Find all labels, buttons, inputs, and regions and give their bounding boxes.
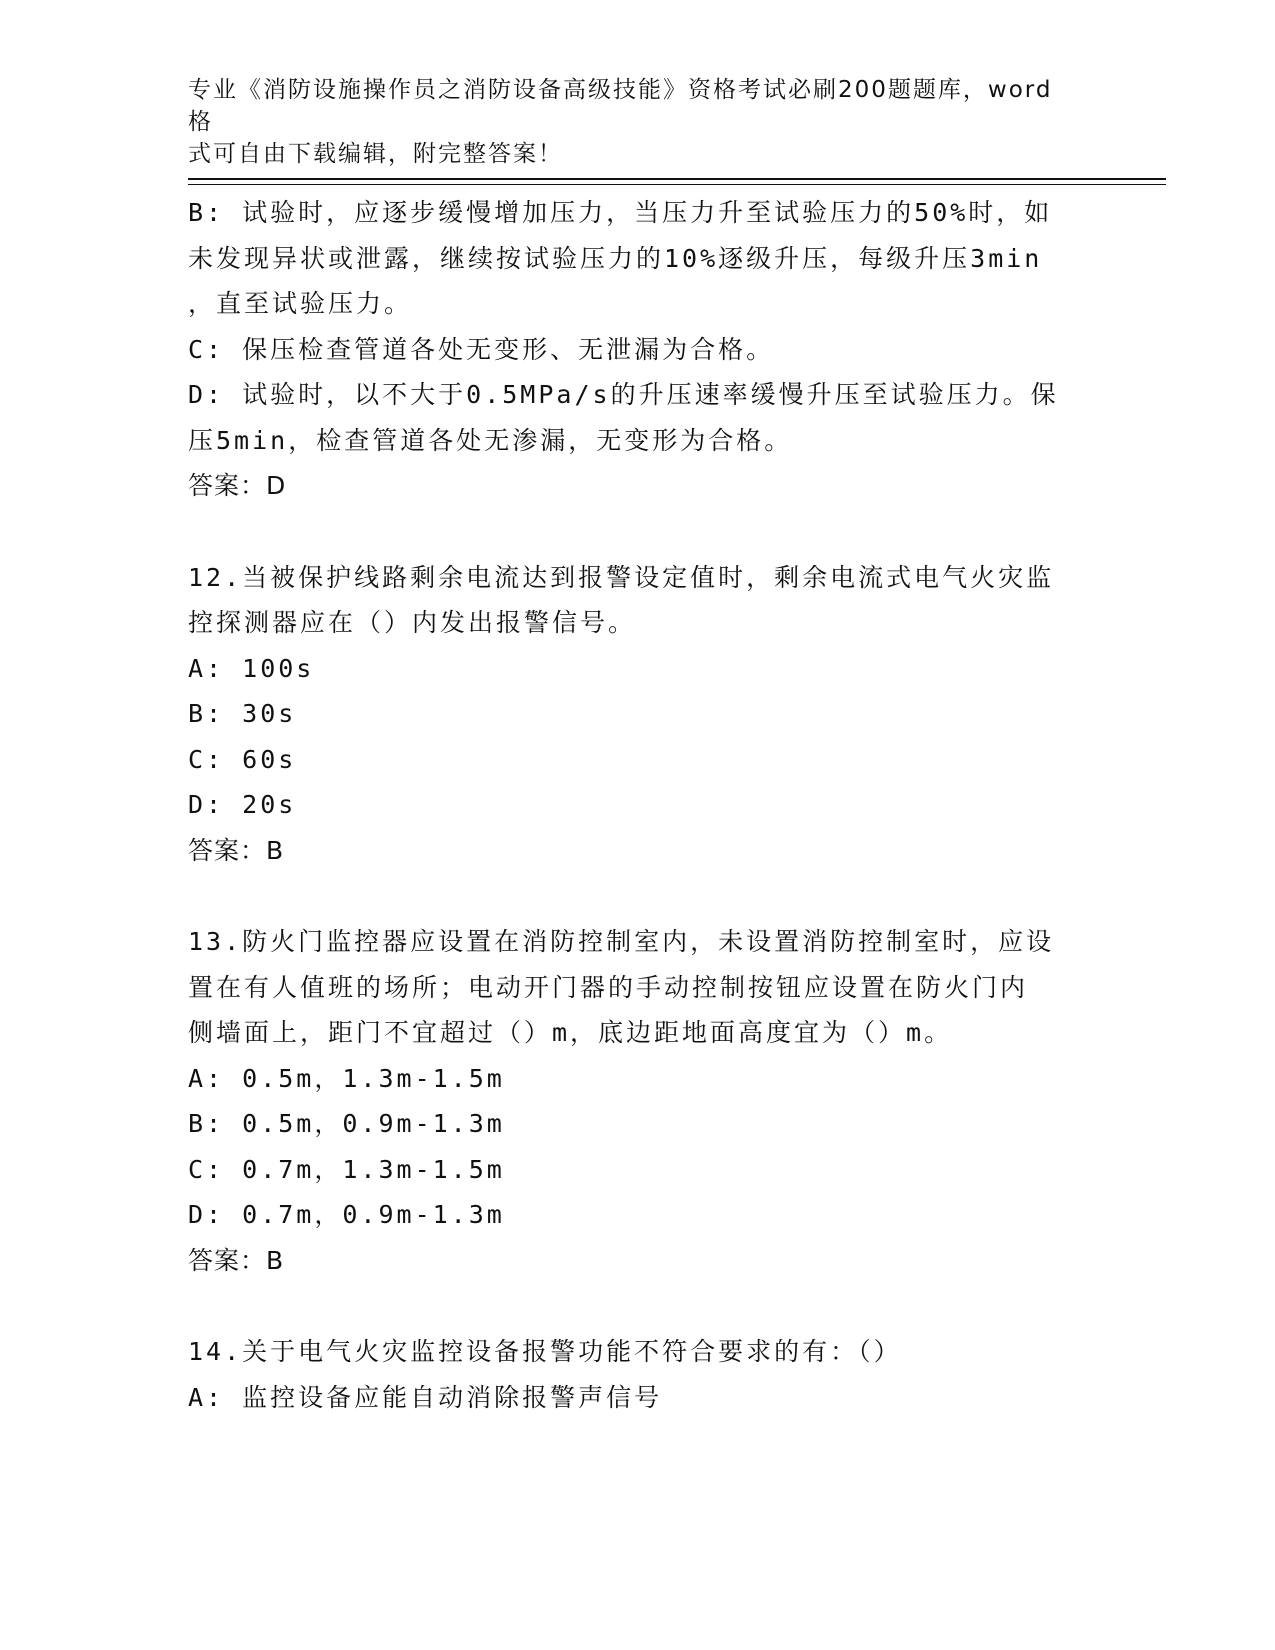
option-d: D: 20s	[188, 790, 297, 819]
document-header	[188, 74, 1068, 170]
question-13	[188, 919, 1088, 1283]
question-stem-line-1: 13.防火门监控器应设置在消防控制室内，未设置消防控制室时，应设	[188, 927, 1055, 956]
option-c: C: 保压检查管道各处无变形、无泄漏为合格。	[188, 334, 775, 364]
option-d-line-2: 压5min，检查管道各处无渗漏，无变形为合格。	[188, 425, 793, 455]
option-b-line-3: ，直至试验压力。	[188, 289, 413, 318]
option-b-line-1: B: 试验时，应逐步缓慢增加压力，当压力升至试验压力的50%时，如	[188, 198, 1053, 227]
header-line-2: 式可自由下载编辑，附完整答案！	[188, 141, 563, 167]
answer: 答案：B	[188, 1245, 285, 1275]
option-c: C: 0.7m，1.3m-1.5m	[188, 1154, 505, 1184]
option-b-line-2: 未发现异状或泄露，继续按试验压力的10%逐级升压，每级升压3min	[188, 243, 1043, 273]
option-a: A: 监控设备应能自动消除报警声信号	[188, 1382, 663, 1412]
question-14	[188, 1329, 1088, 1420]
option-d-line-1: D: 试验时，以不大于0.5MPa/s的升压速率缓慢升压至试验压力。保	[188, 380, 1059, 409]
option-a: A: 0.5m，1.3m-1.5m	[188, 1063, 505, 1093]
answer: 答案：D	[188, 471, 287, 500]
header-divider-thick	[188, 178, 1166, 180]
option-d: D: 0.7m，0.9m-1.3m	[188, 1200, 505, 1229]
question-stem-line-1: 12.当被保护线路剩余电流达到报警设定值时，剩余电流式电气火灾监	[188, 562, 1055, 592]
option-c: C: 60s	[188, 744, 297, 774]
question-stem-line-2: 置在有人值班的场所；电动开门器的手动控制按钮应设置在防火门内	[188, 972, 1029, 1002]
question-stem: 14.关于电气火灾监控设备报警功能不符合要求的有：（）	[188, 1337, 902, 1366]
question-stem-line-3: 侧墙面上，距门不宜超过（）m，底边距地面高度宜为（）m。	[188, 1018, 953, 1047]
question-content	[188, 190, 1088, 1420]
question-11-tail	[188, 190, 1088, 509]
option-a: A: 100s	[188, 653, 315, 683]
header-line-1: 专业《消防设施操作员之消防设备高级技能》资格考试必刷200题题库，word格	[188, 77, 1053, 135]
option-b: B: 0.5m，0.9m-1.3m	[188, 1109, 505, 1138]
question-12	[188, 555, 1088, 874]
question-stem-line-2: 控探测器应在（）内发出报警信号。	[188, 608, 637, 637]
answer: 答案：B	[188, 835, 285, 865]
option-b: B: 30s	[188, 699, 297, 728]
header-divider-thin	[188, 184, 1166, 185]
